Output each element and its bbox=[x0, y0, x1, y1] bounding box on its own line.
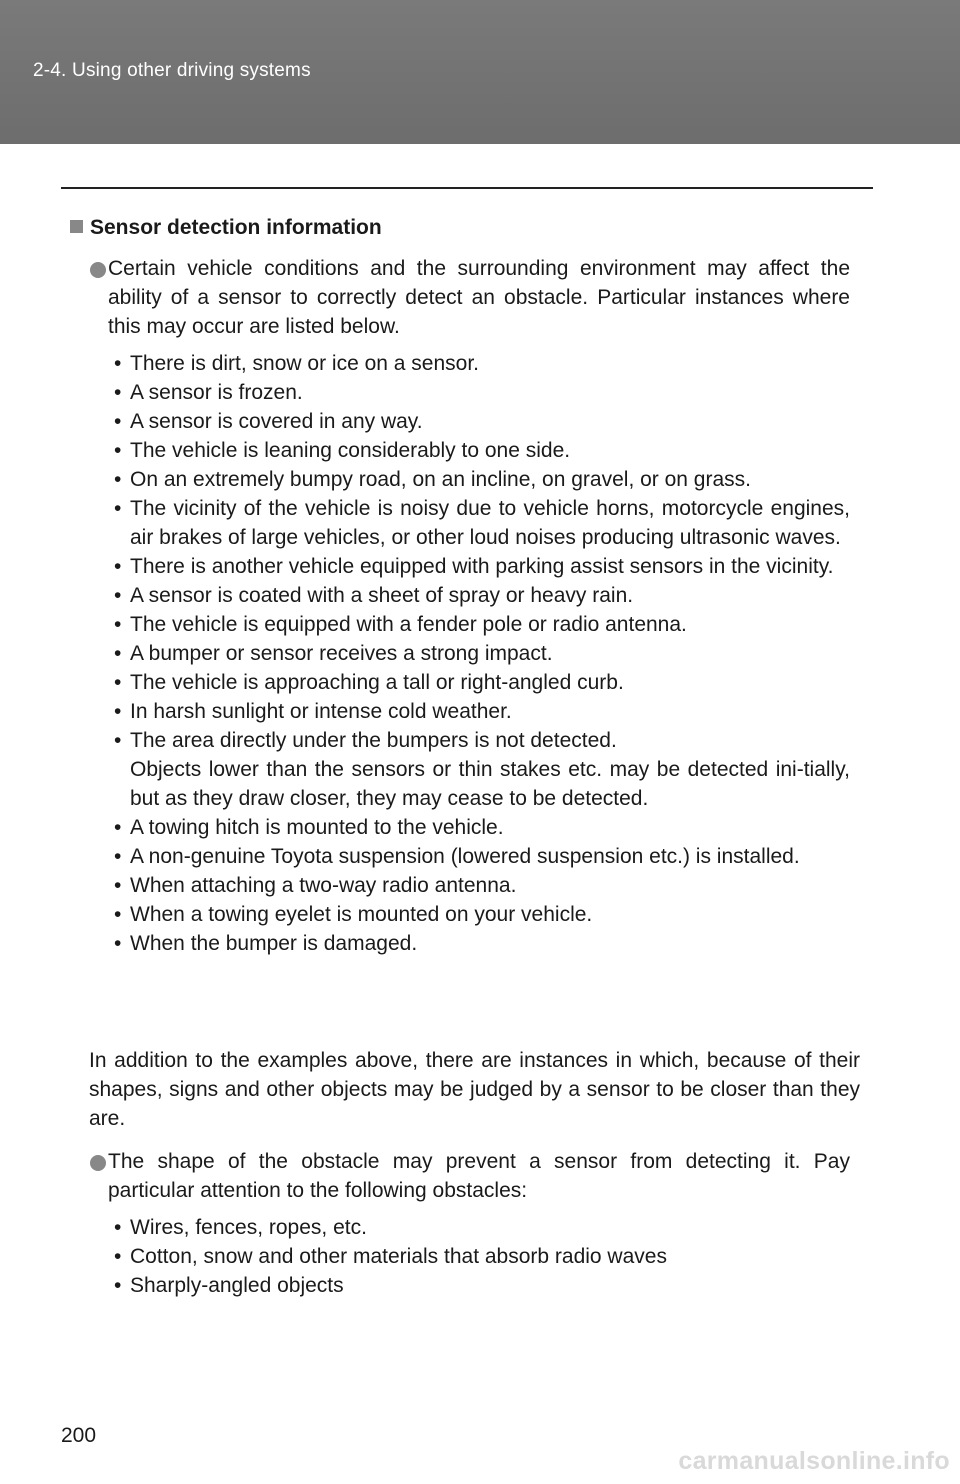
list-item: • In harsh sunlight or intense cold weather. bbox=[114, 697, 850, 726]
list-item: • The vehicle is leaning considerably to one side. bbox=[114, 436, 850, 465]
list-item: • There is another vehicle equipped with parking assist sensors in the vicinity. bbox=[114, 552, 850, 581]
section-heading bbox=[70, 216, 382, 240]
chapter-title: 2-4. Using other driving systems bbox=[33, 60, 311, 81]
point2-intro: The shape of the obstacle may prevent a sensor from detecting it. Pay particular attention to the following obstacles: bbox=[108, 1150, 850, 1202]
point1-closing: In addition to the examples above, there are instances in which, because of their shapes, signs and other objects may be judged by a sensor to be closer than they are. bbox=[89, 1049, 860, 1130]
section-heading-text: Sensor detection information bbox=[90, 216, 382, 239]
list-item: • Sharply-angled objects bbox=[114, 1271, 850, 1300]
page-number: 200 bbox=[61, 1424, 97, 1447]
list-item: • The vehicle is approaching a tall or right-angled curb. bbox=[114, 668, 850, 697]
list-item-note: Objects lower than the sensors or thin stakes etc. may be detected ini-tially, but as they draw closer, they may cease to be detected. bbox=[130, 758, 850, 810]
point1-intro: Certain vehicle conditions and the surrounding environment may affect the ability of a sensor to correctly detect an obstacle. Particular instances where this may occur are listed below. bbox=[108, 257, 850, 338]
header-divider bbox=[61, 187, 873, 189]
list-item: • On an extremely bumpy road, on an incline, on gravel, or on grass. bbox=[114, 465, 850, 494]
list-item: • A sensor is frozen. bbox=[114, 378, 850, 407]
list-item: • A non-genuine Toyota suspension (lowered suspension etc.) is installed. bbox=[114, 842, 850, 871]
list-item: • The vehicle is equipped with a fender pole or radio antenna. bbox=[114, 610, 850, 639]
circle-bullet-icon bbox=[90, 1155, 106, 1171]
list-item: • Wires, fences, ropes, etc. bbox=[114, 1213, 850, 1242]
list-item bbox=[114, 726, 850, 813]
point1-condition-list bbox=[114, 349, 850, 958]
list-item: • The vicinity of the vehicle is noisy due to vehicle horns, motorcycle engines, air brakes of large vehicles, or other loud noises producing ultrasonic waves. bbox=[114, 494, 850, 552]
list-item-text: The area directly under the bumpers is not detected. bbox=[130, 729, 617, 752]
list-item: • A bumper or sensor receives a strong impact. bbox=[114, 639, 850, 668]
list-item: • Cotton, snow and other materials that absorb radio waves bbox=[114, 1242, 850, 1271]
list-item: • A towing hitch is mounted to the vehicle. bbox=[114, 813, 850, 842]
list-item: • A sensor is covered in any way. bbox=[114, 407, 850, 436]
square-bullet-icon bbox=[70, 220, 83, 233]
list-item: • There is dirt, snow or ice on a sensor. bbox=[114, 349, 850, 378]
watermark: carmanualsonline.info bbox=[678, 1447, 950, 1475]
page-header bbox=[0, 0, 960, 144]
list-item: • When the bumper is damaged. bbox=[114, 929, 850, 958]
list-item: • A sensor is coated with a sheet of spray or heavy rain. bbox=[114, 581, 850, 610]
list-item: • When a towing eyelet is mounted on your vehicle. bbox=[114, 900, 850, 929]
circle-bullet-icon bbox=[90, 262, 106, 278]
list-item: • When attaching a two-way radio antenna. bbox=[114, 871, 850, 900]
point2-obstacle-list bbox=[114, 1213, 850, 1300]
